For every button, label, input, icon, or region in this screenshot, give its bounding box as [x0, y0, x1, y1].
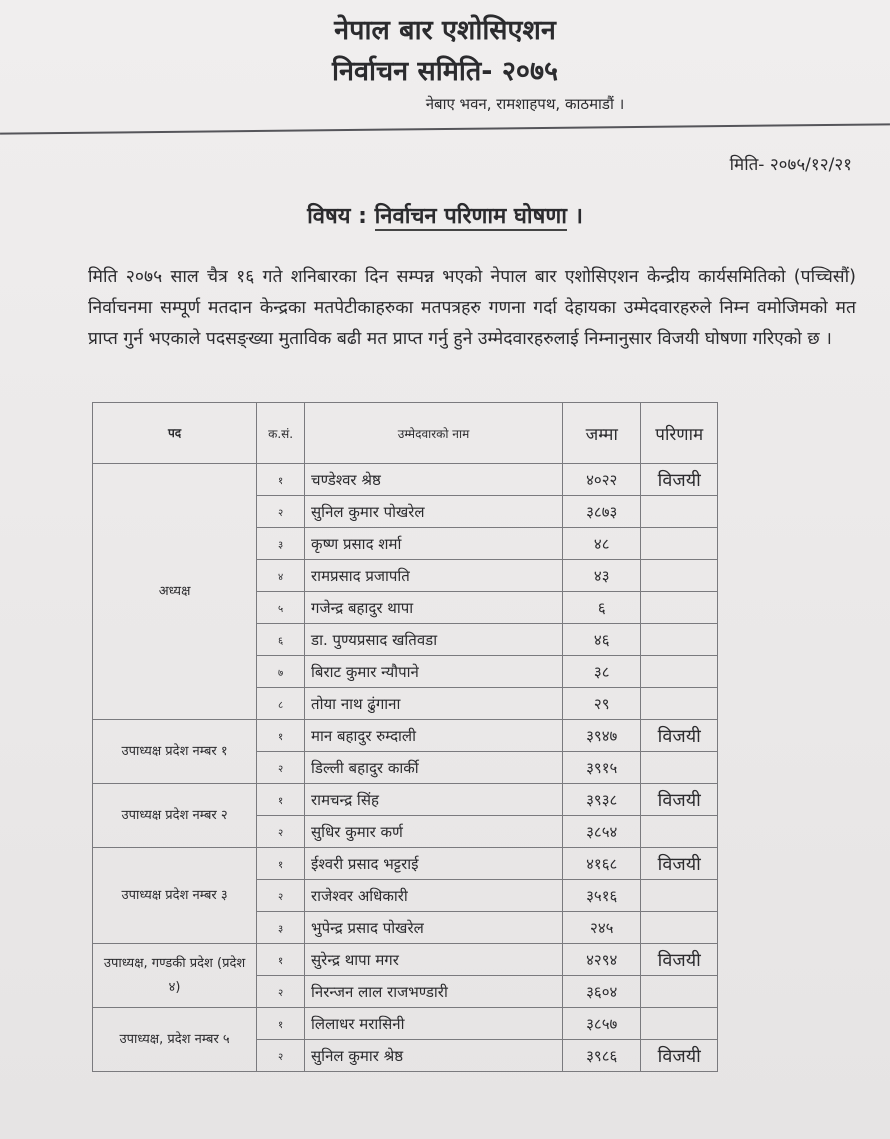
subject-prefix: विषय : — [307, 204, 367, 229]
vote-count-cell: ४१६८ — [562, 848, 641, 880]
candidate-name-cell: राजेश्वर अधिकारी — [305, 880, 563, 912]
vote-count-cell: ४३ — [562, 560, 641, 592]
serial-number-cell: २ — [257, 752, 305, 784]
vote-count-cell: ६ — [562, 592, 641, 624]
committee-name: निर्वाचन समिति- २०७५ — [331, 56, 559, 87]
result-cell — [641, 880, 718, 912]
serial-number-cell: १ — [257, 720, 305, 752]
candidate-name-cell: भुपेन्द्र प्रसाद पोखरेल — [305, 912, 563, 944]
candidate-name-cell: कृष्ण प्रसाद शर्मा — [305, 528, 563, 560]
subject-line — [0, 200, 890, 230]
vote-count-cell: २९ — [562, 688, 641, 720]
serial-number-cell: ३ — [257, 912, 305, 944]
header-votes: जम्मा — [562, 403, 641, 464]
vote-count-cell: ३९३८ — [562, 784, 641, 816]
candidate-name-cell: रामप्रसाद प्रजापति — [305, 560, 563, 592]
result-cell — [641, 688, 718, 720]
vote-count-cell: ४०२२ — [562, 464, 641, 496]
vote-count-cell: ३८५४ — [562, 816, 641, 848]
serial-number-cell: १ — [257, 784, 305, 816]
header-result: परिणाम — [641, 403, 718, 464]
serial-number-cell: १ — [257, 944, 305, 976]
result-cell — [641, 592, 718, 624]
serial-number-cell: ४ — [257, 560, 305, 592]
vote-count-cell: ३८ — [562, 656, 641, 688]
post-cell: उपाध्यक्ष प्रदेश नम्बर ३ — [93, 848, 257, 944]
serial-number-cell: ७ — [257, 656, 305, 688]
candidate-name-cell: निरन्जन लाल राजभण्डारी — [305, 976, 563, 1008]
table-row — [93, 944, 718, 976]
serial-number-cell: ५ — [257, 592, 305, 624]
candidate-name-cell: चण्डेश्वर श्रेष्ठ — [305, 464, 563, 496]
result-cell — [641, 912, 718, 944]
candidate-name-cell: मान बहादुर रुम्दाली — [305, 720, 563, 752]
vote-count-cell: ३९४७ — [562, 720, 641, 752]
header-name: उम्मेदवारको नाम — [305, 403, 563, 464]
vote-count-cell: ३५१६ — [562, 880, 641, 912]
table-row — [93, 1008, 718, 1040]
candidate-name-cell: ईश्वरी प्रसाद भट्टराई — [305, 848, 563, 880]
result-cell — [641, 1008, 718, 1040]
serial-number-cell: ८ — [257, 688, 305, 720]
table-header-row — [93, 403, 718, 464]
result-cell: विजयी — [641, 784, 718, 816]
post-cell: उपाध्यक्ष प्रदेश नम्बर १ — [93, 720, 257, 784]
candidate-name-cell: रामचन्द्र सिंह — [305, 784, 563, 816]
result-cell: विजयी — [641, 720, 718, 752]
document-date: मिति- २०७५/१२/२१ — [729, 155, 852, 175]
result-cell — [641, 656, 718, 688]
candidate-name-cell: तोया नाथ ढुंगाना — [305, 688, 563, 720]
result-cell — [641, 496, 718, 528]
serial-number-cell: २ — [257, 880, 305, 912]
header-divider — [0, 123, 890, 134]
candidate-name-cell: लिलाधर मरासिनी — [305, 1008, 563, 1040]
candidate-name-cell: सुनिल कुमार श्रेष्ठ — [305, 1040, 563, 1072]
result-cell — [641, 528, 718, 560]
result-cell — [641, 816, 718, 848]
header-sn: क.सं. — [257, 403, 305, 464]
vote-count-cell: ४८ — [562, 528, 641, 560]
result-cell — [641, 560, 718, 592]
serial-number-cell: १ — [257, 1008, 305, 1040]
serial-number-cell: ६ — [257, 624, 305, 656]
candidate-name-cell: सुरेन्द्र थापा मगर — [305, 944, 563, 976]
vote-count-cell: ४२९४ — [562, 944, 641, 976]
serial-number-cell: १ — [257, 464, 305, 496]
org-name: नेपाल बार एशोसिएशन — [334, 15, 556, 46]
result-cell — [641, 976, 718, 1008]
subject-suffix: । — [574, 204, 583, 229]
vote-count-cell: ३८७३ — [562, 496, 641, 528]
result-cell: विजयी — [641, 848, 718, 880]
candidate-name-cell: सुधिर कुमार कर्ण — [305, 816, 563, 848]
vote-count-cell: ३९८६ — [562, 1040, 641, 1072]
table-row — [93, 784, 718, 816]
serial-number-cell: १ — [257, 848, 305, 880]
candidate-name-cell: डिल्ली बहादुर कार्की — [305, 752, 563, 784]
vote-count-cell: २४५ — [562, 912, 641, 944]
vote-count-cell: ३९१५ — [562, 752, 641, 784]
serial-number-cell: ३ — [257, 528, 305, 560]
result-cell — [641, 624, 718, 656]
vote-count-cell: ४६ — [562, 624, 641, 656]
address: नेबाए भवन, रामशाहपथ, काठमाडौं । — [425, 95, 625, 113]
result-cell: विजयी — [641, 944, 718, 976]
serial-number-cell: २ — [257, 816, 305, 848]
letterhead — [0, 8, 890, 114]
result-cell: विजयी — [641, 464, 718, 496]
subject-title: निर्वाचन परिणाम घोषणा — [374, 204, 567, 229]
serial-number-cell: २ — [257, 1040, 305, 1072]
candidate-name-cell: सुनिल कुमार पोखरेल — [305, 496, 563, 528]
header-post: पद — [93, 403, 257, 464]
announcement-body: मिति २०७५ साल चैत्र १६ गते शनिबारका दिन सम्पन्न भएको नेपाल बार एशोसिएशन केन्द्रीय कार्यसमितिको (पच्चिसौं) निर्वाचनमा सम्पूर्ण मतदान केन्द्रका मतपेटीकाहरुका मतपत्रहरु गणना गर्दा देहायका उम्मेदवारहरुले निम्न वमोजिमको मत प्राप्त गुर्न भएकाले पदसङ्ख्या मुताविक बढी मत प्राप्त गर्नु हुने उम्मेदवारहरुलाई निम्नानुसार विजयी घोषणा गरिएको छ । — [88, 267, 856, 349]
post-cell: उपाध्यक्ष प्रदेश नम्बर २ — [93, 784, 257, 848]
table-row — [93, 464, 718, 496]
table-row — [93, 848, 718, 880]
candidate-name-cell: डा. पुण्यप्रसाद खतिवडा — [305, 624, 563, 656]
results-table — [92, 402, 718, 1072]
result-cell — [641, 752, 718, 784]
candidate-name-cell: बिराट कुमार न्यौपाने — [305, 656, 563, 688]
serial-number-cell: २ — [257, 976, 305, 1008]
post-cell: उपाध्यक्ष, गण्डकी प्रदेश (प्रदेश ४) — [93, 944, 257, 1008]
vote-count-cell: ३८५७ — [562, 1008, 641, 1040]
serial-number-cell: २ — [257, 496, 305, 528]
candidate-name-cell: गजेन्द्र बहादुर थापा — [305, 592, 563, 624]
post-cell: अध्यक्ष — [93, 464, 257, 720]
result-cell: विजयी — [641, 1040, 718, 1072]
vote-count-cell: ३६०४ — [562, 976, 641, 1008]
post-cell: उपाध्यक्ष, प्रदेश नम्बर ५ — [93, 1008, 257, 1072]
table-row — [93, 720, 718, 752]
